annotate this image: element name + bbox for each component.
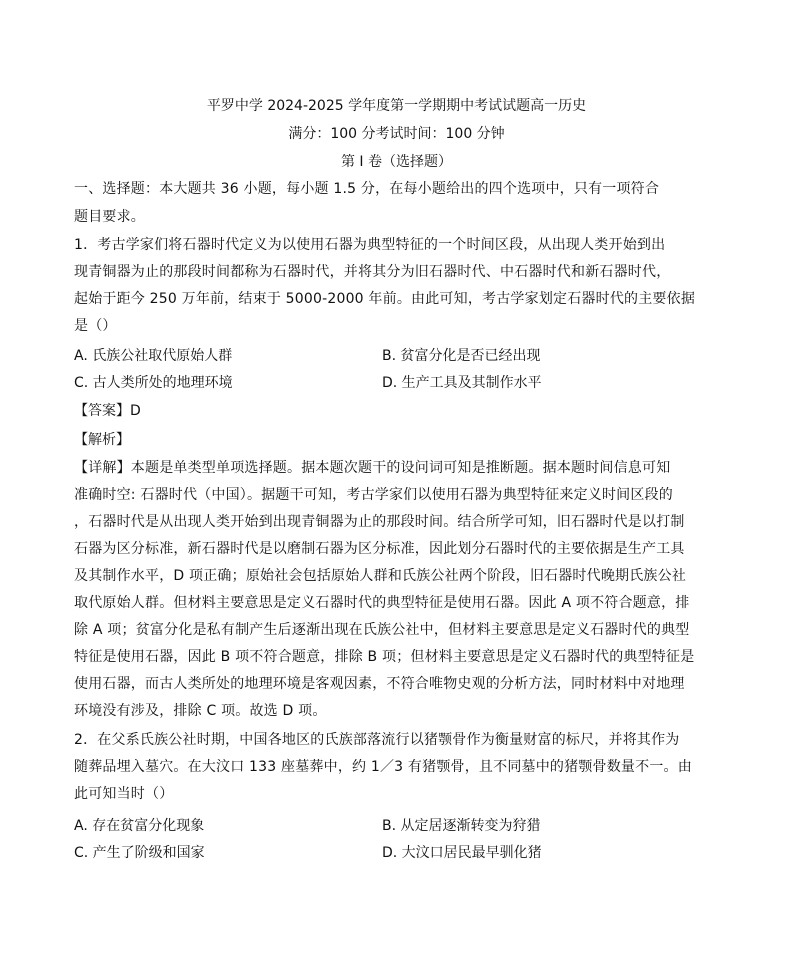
detail-line: 环境没有涉及，排除 C 项。故选 D 项。 bbox=[74, 703, 327, 719]
instructions-line: 一、选择题：本大题共 36 小题，每小题 1.5 分，在每小题给出的四个选项中，只有一项符合 bbox=[74, 181, 660, 197]
question-2-option-d: D. 大汶口居民最早驯化猪 bbox=[382, 845, 542, 861]
detail-line: 石器为区分标准，新石器时代是以磨制石器为区分标准，因此划分石器时代的主要依据是生产工具 bbox=[74, 541, 685, 557]
detail-line: 除 A 项；贫富分化是私有制产生后逐渐出现在氏族公社中，但材料主要意思是定义石器时代的典型 bbox=[74, 622, 690, 638]
detail-line: 准确时空: 石器时代（中国）。据题干可知，考古学家们以使用石器为典型特征来定义时间区段的 bbox=[74, 487, 673, 503]
detail-line: 【详解】本题是单类型单项选择题。据本题次题干的设问词可知是推断题。据本题时间信息可知 bbox=[74, 460, 671, 476]
question-1-option-a: A. 氏族公社取代原始人群 bbox=[74, 348, 233, 364]
page-title: 平罗中学 2024-2025 学年度第一学期期中考试试题高一历史 bbox=[206, 98, 587, 114]
question-2-option-c: C. 产生了阶级和国家 bbox=[74, 845, 205, 861]
answer-value: D bbox=[130, 403, 141, 419]
question-1-answer bbox=[74, 400, 141, 420]
question-1-option-c: C. 古人类所处的地理环境 bbox=[74, 375, 233, 391]
section-heading: 第 I 卷（选择题） bbox=[340, 154, 453, 170]
detail-line: 取代原始人群。但材料主要意思是定义石器时代的典型特征是使用石器。因此 A 项不符合题意，排 bbox=[74, 595, 690, 611]
question-2-option-a: A. 存在贫富分化现象 bbox=[74, 818, 205, 834]
question-2-stem: 随葬品埋入墓穴。在大汶口 133 座墓葬中，约 1／3 有猪颚骨，且不同墓中的猪颚骨数量不一。由 bbox=[74, 759, 692, 775]
question-1-stem: 现青铜器为止的那段时间都称为石器时代，并将其分为旧石器时代、中石器时代和新石器时代， bbox=[74, 264, 671, 280]
detail-line: 使用石器，而古人类所处的地理环境是客观因素，不符合唯物史观的分析方法，同时材料中对地理 bbox=[74, 676, 685, 692]
question-2-stem: 此可知当时（） bbox=[74, 786, 174, 802]
question-2-stem: 2．在父系氏族公社时期，中国各地区的氏族部落流行以猪颚骨作为衡量财富的标尺，并将其作为 bbox=[74, 732, 680, 748]
detail-line: 及其制作水平，D 项正确；原始社会包括原始人群和氏族公社两个阶段，旧石器时代晚期氏族公社 bbox=[74, 568, 687, 584]
analysis-label: 【解析】 bbox=[74, 432, 130, 448]
detail-line: ，石器时代是从出现人类开始到出现青铜器为止的那段时间。结合所学可知，旧石器时代是以打制 bbox=[74, 514, 685, 530]
question-2-option-b: B. 从定居逐渐转变为狩猎 bbox=[382, 818, 541, 834]
question-1-stem: 起始于距今 250 万年前，结束于 5000-2000 年前。由此可知，考古学家划定石器时代的主要依据 bbox=[74, 291, 696, 307]
exam-meta: 满分：100 分考试时间：100 分钟 bbox=[288, 126, 505, 142]
detail-line: 特征是使用石器，因此 B 项不符合题意，排除 B 项；但材料主要意思是定义石器时代的典型特征是 bbox=[74, 649, 695, 665]
question-1-option-b: B. 贫富分化是否已经出现 bbox=[382, 348, 541, 364]
question-1-stem: 是（） bbox=[74, 318, 117, 334]
instructions-line: 题目要求。 bbox=[74, 209, 145, 225]
question-1-option-d: D. 生产工具及其制作水平 bbox=[382, 375, 542, 391]
question-1-stem: 1．考古学家们将石器时代定义为以使用石器为典型特征的一个时间区段，从出现人类开始到出 bbox=[74, 237, 666, 253]
answer-label: 【答案】 bbox=[74, 403, 130, 419]
